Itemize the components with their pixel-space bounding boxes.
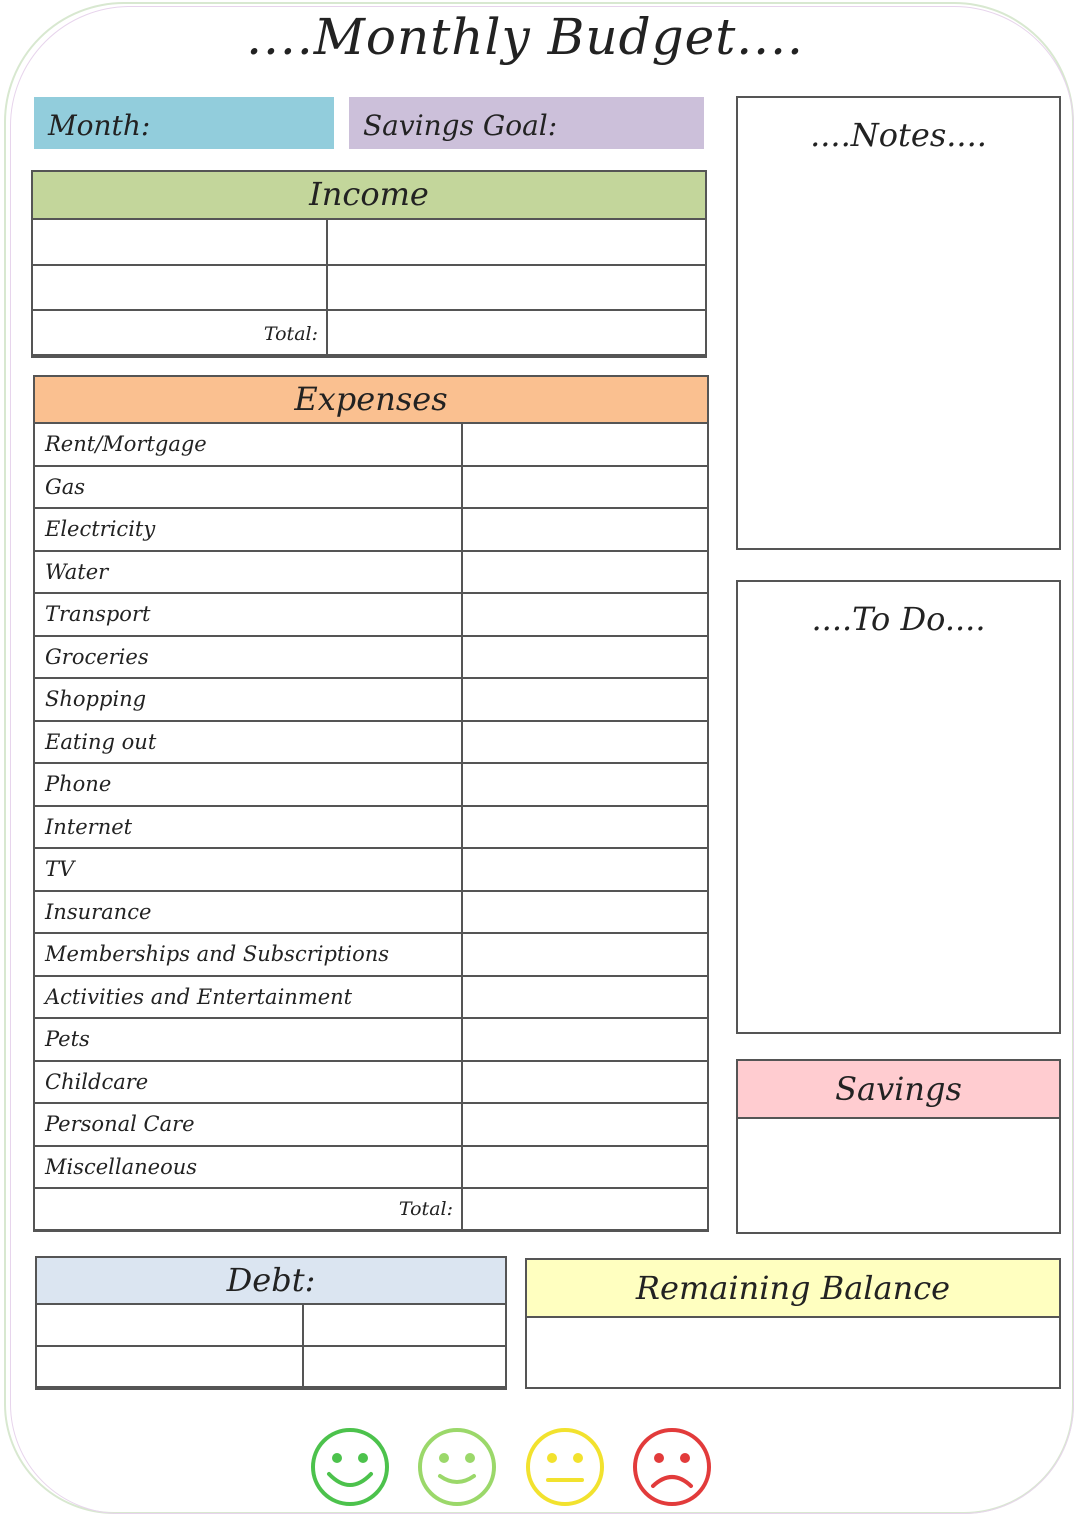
- notes-header: ....Notes....: [810, 116, 987, 154]
- expense-category-label: Personal Care: [34, 1103, 462, 1146]
- table-row: [34, 678, 708, 721]
- savings-entry-area[interactable]: [738, 1119, 1059, 1232]
- month-field[interactable]: [34, 97, 334, 149]
- income-source-cell[interactable]: [32, 265, 327, 310]
- income-header-label: Income: [309, 175, 429, 213]
- expense-amount-cell[interactable]: [462, 721, 708, 764]
- table-row: [34, 551, 708, 594]
- todo-box[interactable]: [736, 580, 1061, 1034]
- expense-amount-cell[interactable]: [462, 423, 708, 466]
- expense-amount-cell[interactable]: [462, 891, 708, 934]
- savings-header-label: Savings: [835, 1070, 962, 1108]
- remaining-balance-header: [527, 1260, 1059, 1318]
- income-source-cell[interactable]: [32, 219, 327, 265]
- expense-category-label: Activities and Entertainment: [34, 976, 462, 1019]
- expense-amount-cell[interactable]: [462, 593, 708, 636]
- table-row: [34, 1061, 708, 1104]
- table-row: [36, 1304, 506, 1346]
- table-row: [34, 806, 708, 849]
- month-label: Month:: [48, 109, 151, 142]
- very-happy-face-icon[interactable]: [309, 1426, 391, 1508]
- debt-header-label: Debt:: [226, 1261, 316, 1299]
- debt-table: [35, 1303, 507, 1390]
- income-total-cell[interactable]: [327, 310, 706, 357]
- expense-category-label: Groceries: [34, 636, 462, 679]
- debt-section: [35, 1256, 507, 1388]
- table-row: [32, 310, 706, 357]
- table-row: [34, 466, 708, 509]
- expense-amount-cell[interactable]: [462, 1018, 708, 1061]
- expense-amount-cell[interactable]: [462, 1146, 708, 1189]
- debt-name-cell[interactable]: [36, 1304, 303, 1346]
- expense-category-label: Phone: [34, 763, 462, 806]
- savings-header: [738, 1061, 1059, 1119]
- table-row: [34, 848, 708, 891]
- expenses-section: [33, 375, 709, 1231]
- expense-amount-cell[interactable]: [462, 848, 708, 891]
- remaining-balance-header-label: Remaining Balance: [635, 1269, 951, 1307]
- expense-category-label: Eating out: [34, 721, 462, 764]
- expense-amount-cell[interactable]: [462, 678, 708, 721]
- savings-section: [736, 1059, 1061, 1234]
- debt-amount-cell[interactable]: [303, 1346, 506, 1389]
- expense-amount-cell[interactable]: [462, 636, 708, 679]
- expense-category-label: Shopping: [34, 678, 462, 721]
- sad-face-icon[interactable]: [631, 1426, 713, 1508]
- table-row: [34, 1018, 708, 1061]
- table-row: [34, 891, 708, 934]
- expense-category-label: Rent/Mortgage: [34, 423, 462, 466]
- expense-amount-cell[interactable]: [462, 1103, 708, 1146]
- table-row: [34, 593, 708, 636]
- remaining-balance-section: [525, 1258, 1061, 1389]
- expense-category-label: Childcare: [34, 1061, 462, 1104]
- expense-category-label: Electricity: [34, 508, 462, 551]
- table-row: [34, 508, 708, 551]
- expense-amount-cell[interactable]: [462, 976, 708, 1019]
- income-table: [31, 218, 707, 358]
- table-row: [32, 265, 706, 310]
- table-row: [36, 1346, 506, 1389]
- happy-face-icon[interactable]: [416, 1426, 498, 1508]
- debt-name-cell[interactable]: [36, 1346, 303, 1389]
- expense-amount-cell[interactable]: [462, 551, 708, 594]
- table-row: [34, 636, 708, 679]
- expense-amount-cell[interactable]: [462, 508, 708, 551]
- table-row: [34, 721, 708, 764]
- expense-category-label: Miscellaneous: [34, 1146, 462, 1189]
- table-row: [34, 933, 708, 976]
- neutral-face-icon[interactable]: [524, 1426, 606, 1508]
- table-row: [34, 763, 708, 806]
- expenses-header: [35, 377, 707, 424]
- expense-category-label: Internet: [34, 806, 462, 849]
- table-row: [34, 1188, 708, 1231]
- expense-category-label: Transport: [34, 593, 462, 636]
- table-row: [34, 1146, 708, 1189]
- todo-header: ....To Do....: [811, 600, 986, 638]
- savings-goal-field[interactable]: [349, 97, 704, 149]
- income-header: [33, 172, 705, 220]
- expense-amount-cell[interactable]: [462, 763, 708, 806]
- expense-category-label: TV: [34, 848, 462, 891]
- debt-header: [37, 1258, 505, 1305]
- expenses-total-label: Total:: [34, 1188, 462, 1231]
- income-amount-cell[interactable]: [327, 219, 706, 265]
- income-total-label: Total:: [32, 310, 327, 357]
- expenses-table: [33, 422, 709, 1232]
- table-row: [34, 423, 708, 466]
- income-amount-cell[interactable]: [327, 265, 706, 310]
- expense-category-label: Pets: [34, 1018, 462, 1061]
- expense-amount-cell[interactable]: [462, 1061, 708, 1104]
- expense-category-label: Gas: [34, 466, 462, 509]
- table-row: [34, 976, 708, 1019]
- expense-amount-cell[interactable]: [462, 806, 708, 849]
- expense-category-label: Water: [34, 551, 462, 594]
- notes-box[interactable]: [736, 96, 1061, 550]
- expenses-header-label: Expenses: [294, 380, 448, 418]
- table-row: [32, 219, 706, 265]
- table-row: [34, 1103, 708, 1146]
- expenses-total-cell[interactable]: [462, 1188, 708, 1231]
- expense-amount-cell[interactable]: [462, 933, 708, 976]
- debt-amount-cell[interactable]: [303, 1304, 506, 1346]
- savings-goal-label: Savings Goal:: [363, 109, 558, 142]
- remaining-balance-entry[interactable]: [527, 1318, 1059, 1388]
- expense-category-label: Memberships and Subscriptions: [34, 933, 462, 976]
- page-title: ....Monthly Budget....: [246, 8, 804, 66]
- expense-category-label: Insurance: [34, 891, 462, 934]
- expense-amount-cell[interactable]: [462, 466, 708, 509]
- income-section: [31, 170, 707, 356]
